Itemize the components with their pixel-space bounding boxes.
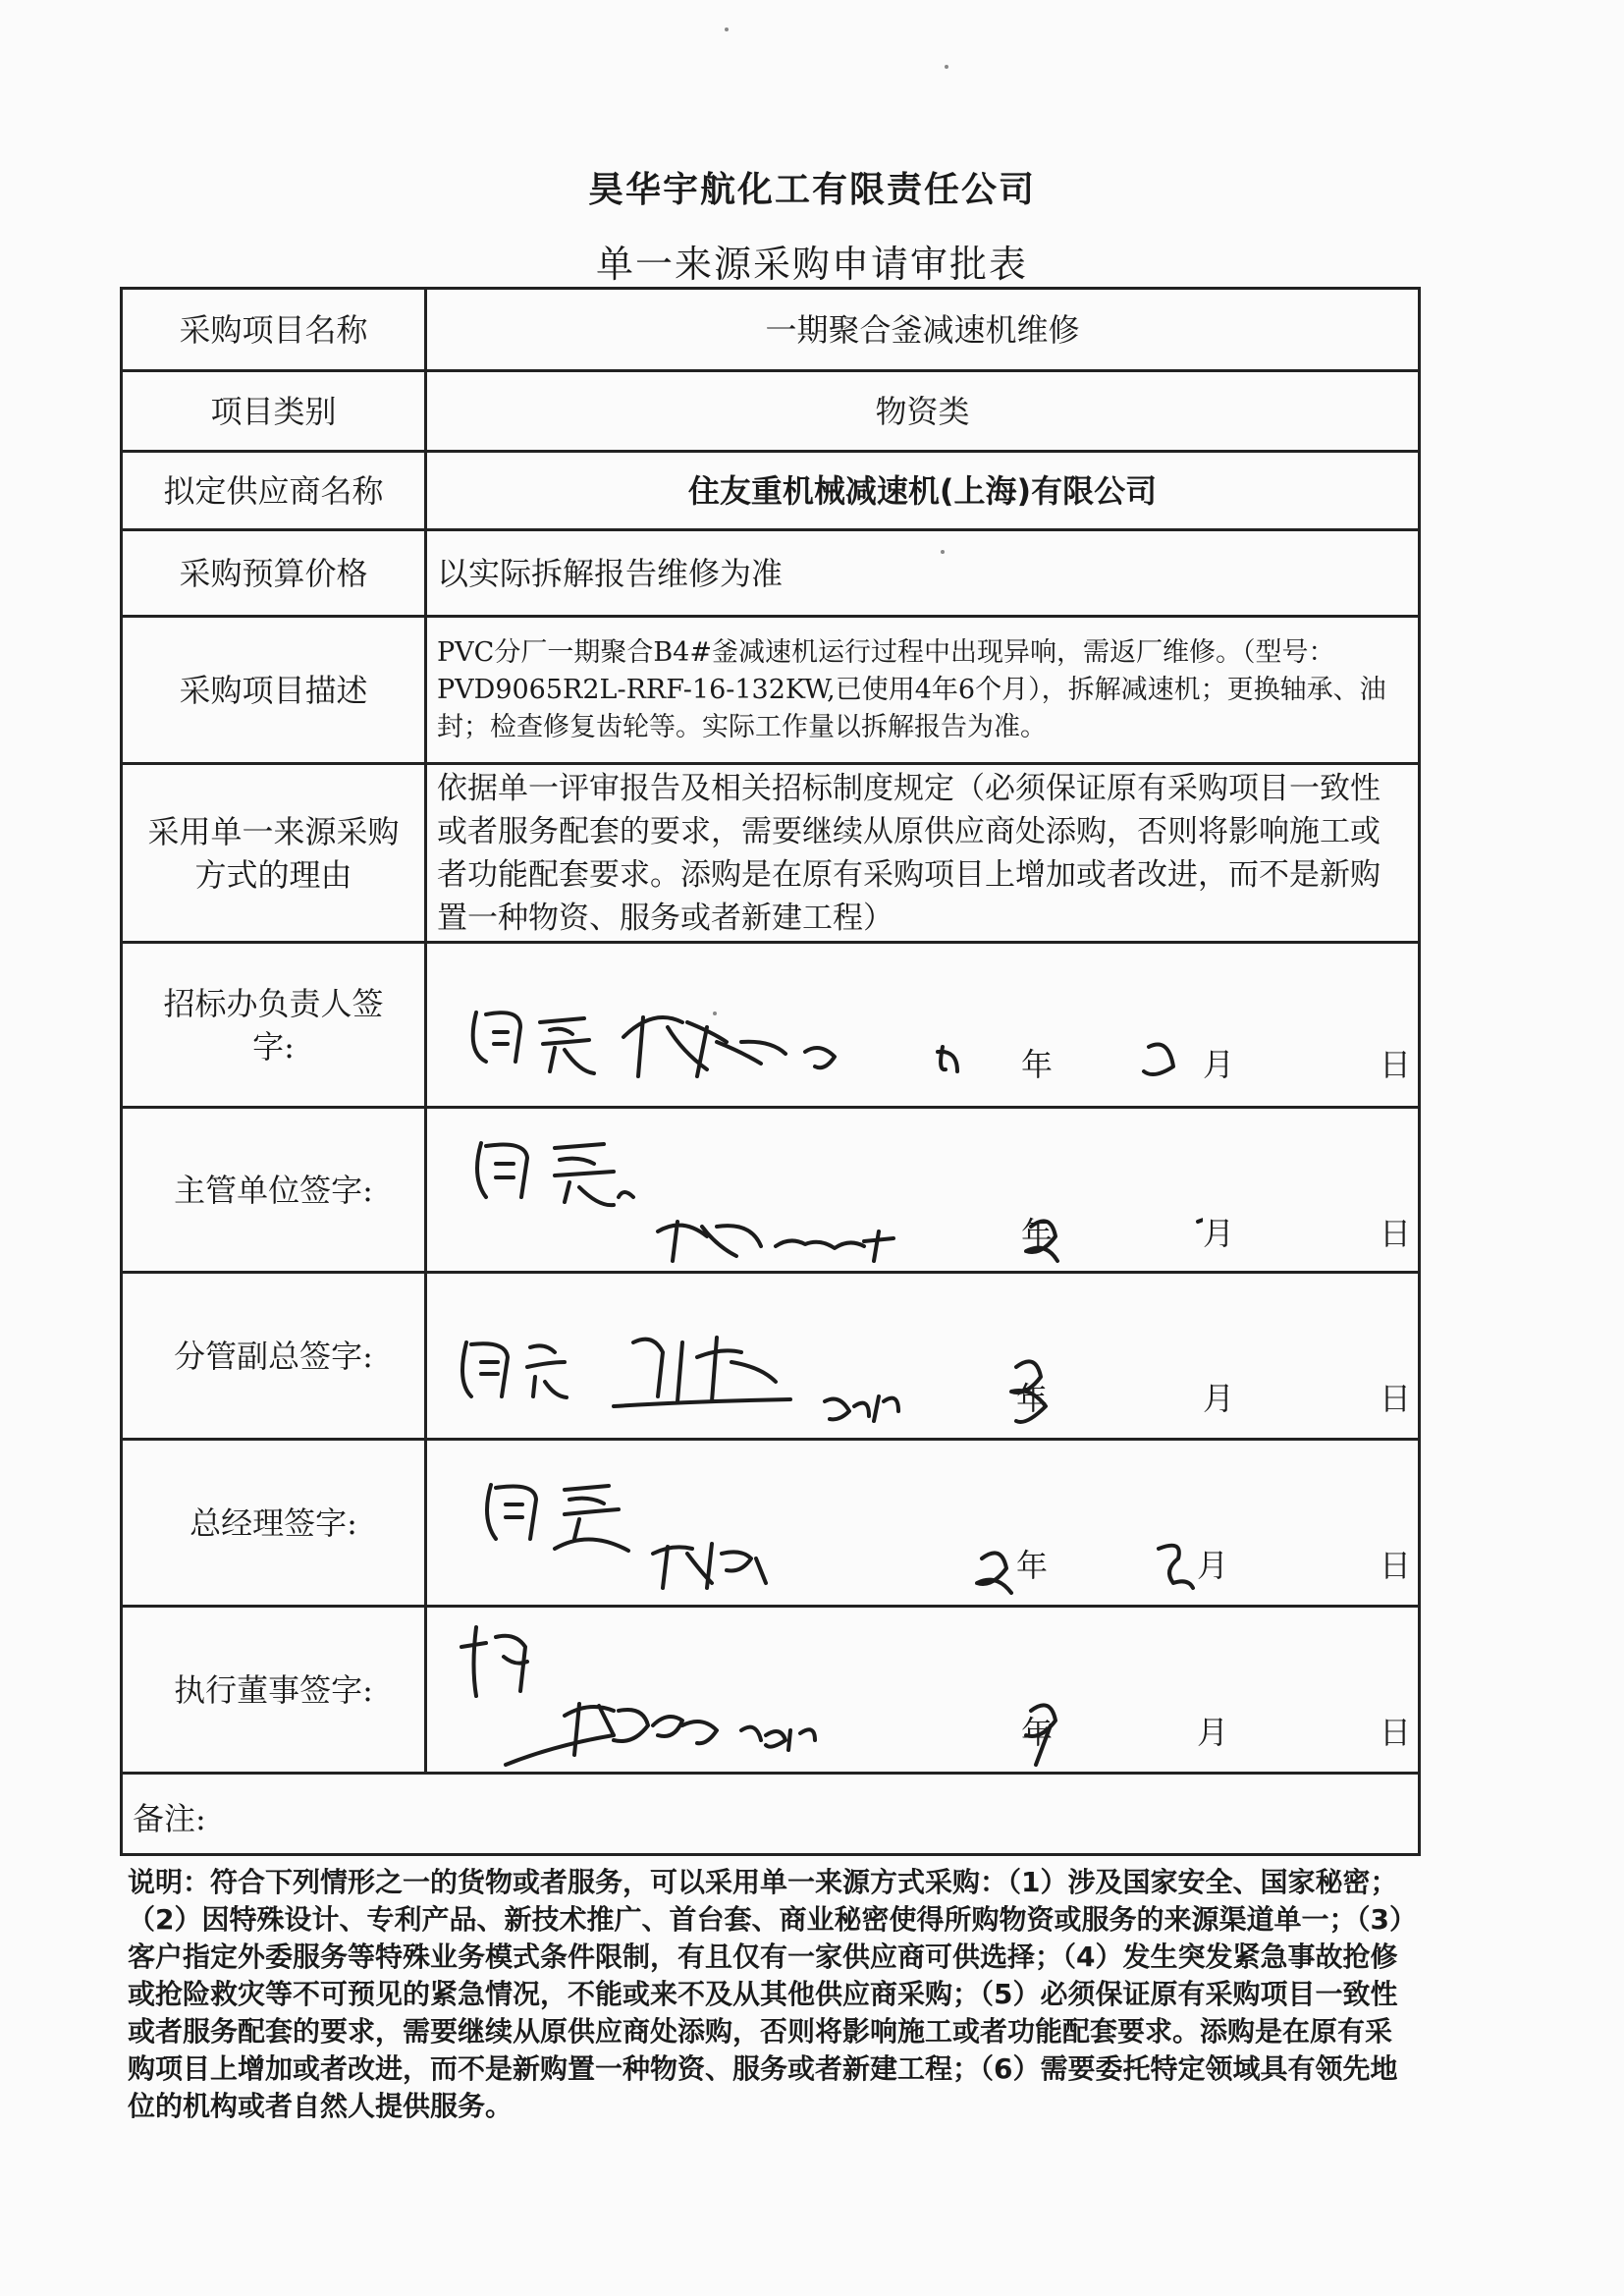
month-unit: 月 [1197, 1714, 1229, 1751]
signature-label: 招标办负责人签字: [123, 944, 427, 1106]
signature-label: 执行董事签字: [123, 1608, 427, 1772]
explanatory-notes: 说明：符合下列情形之一的货物或者服务，可以采用单一来源方式采购：（1）涉及国家安全、国家秘密；（2）因特殊设计、专利产品、新技术推广、首台套、商业秘密使得所购物资或服务的来源渠道单一；（3）客户指定外委服务等特殊业务模式条件限制，有且仅有一家供应商可供选择；（4）发生突发紧急事故抢修或抢险救灾等不可预见的紧急情况，不能或来不及从其他供应商采购；（5）必须保证原有采购项目一致性或者服务配套的要求，需要继续从原供应商处添购，否则将影响施工或者功能配套要求。添购是在原有采购项目上增加或者改进，而不是新购置一种物资、服务或者新建工程；（6）需要委托特定领域具有领先地位的机构或者自然人提供服务。 [128, 1866, 1403, 2122]
budget-label: 采购预算价格 [123, 531, 427, 615]
handwritten-signature-2 [437, 1303, 1183, 1431]
signature-row [123, 1274, 1418, 1441]
year-unit: 年 [1021, 1215, 1054, 1252]
project-name-value: 一期聚合釜减速机维修 [765, 310, 1080, 349]
scan-speck [941, 550, 945, 554]
form-title: 单一来源采购申请审批表 [595, 243, 1028, 286]
year-unit: 年 [1021, 1046, 1054, 1083]
signature-label: 主管单位签字: [123, 1109, 427, 1271]
row-supplier [123, 453, 1418, 531]
row-project-type [123, 372, 1418, 453]
signature-row [123, 1608, 1418, 1775]
year-unit: 年 [1021, 1714, 1054, 1751]
scan-speck [713, 1011, 717, 1015]
handwritten-signature-4 [417, 1617, 1183, 1775]
row-reason [123, 765, 1418, 944]
description-value: PVC分厂一期聚合B4#釜减速机运行过程中出现异响，需返厂维修。（型号：PVD9065R2L-RRF-16-132KW,已使用4年6个月），拆解减速机；更换轴承、油封；检查修复齿轮等。实际工作量以拆解报告为准。 [437, 636, 1386, 742]
month-unit: 月 [1203, 1215, 1235, 1252]
row-project-name [123, 290, 1418, 372]
reason-value: 依据单一评审报告及相关招标制度规定（必须保证原有采购项目一致性或者服务配套的要求，需要继续从原供应商处添购，否则将影响施工或者功能配套要求。添购是在原有采购项目上增加或者改进，而不是新购置一种物资、服务或者新建工程） [437, 770, 1380, 936]
supplier-value: 住友重机械减速机(上海)有限公司 [687, 471, 1158, 510]
scan-speck [725, 27, 729, 31]
company-name: 昊华宇航化工有限责任公司 [587, 170, 1036, 210]
approval-form [120, 287, 1421, 1856]
day-unit: 日 [1380, 1215, 1412, 1252]
year-unit: 年 [1016, 1380, 1049, 1417]
supplier-label: 拟定供应商名称 [123, 453, 427, 528]
project-name-label: 采购项目名称 [123, 290, 427, 369]
handwritten-signature-3 [461, 1460, 1208, 1598]
day-unit: 日 [1380, 1046, 1412, 1083]
day-unit: 日 [1380, 1380, 1412, 1417]
handwritten-signature-1 [457, 1128, 1203, 1266]
signature-label: 分管副总签字: [123, 1274, 427, 1438]
month-unit: 月 [1203, 1046, 1235, 1083]
signature-row [123, 1441, 1418, 1608]
reason-label: 采用单一来源采购方式的理由 [123, 765, 427, 941]
day-unit: 日 [1380, 1714, 1412, 1751]
month-unit: 月 [1203, 1380, 1235, 1417]
handwritten-signature-0 [447, 983, 1193, 1091]
row-budget [123, 531, 1418, 618]
month-unit: 月 [1197, 1547, 1229, 1584]
description-label: 采购项目描述 [123, 618, 427, 762]
project-type-value: 物资类 [875, 392, 970, 430]
budget-value: 以实际拆解报告维修为准 [437, 554, 784, 592]
remark-label: 备注: [133, 1800, 206, 1837]
day-unit: 日 [1380, 1547, 1412, 1584]
row-remark [123, 1775, 1418, 1859]
row-description [123, 618, 1418, 765]
signature-label: 总经理签字: [123, 1441, 427, 1605]
signature-row [123, 944, 1418, 1109]
year-unit: 年 [1016, 1547, 1049, 1584]
signature-row [123, 1109, 1418, 1274]
scan-speck [945, 65, 948, 69]
project-type-label: 项目类别 [123, 372, 427, 450]
